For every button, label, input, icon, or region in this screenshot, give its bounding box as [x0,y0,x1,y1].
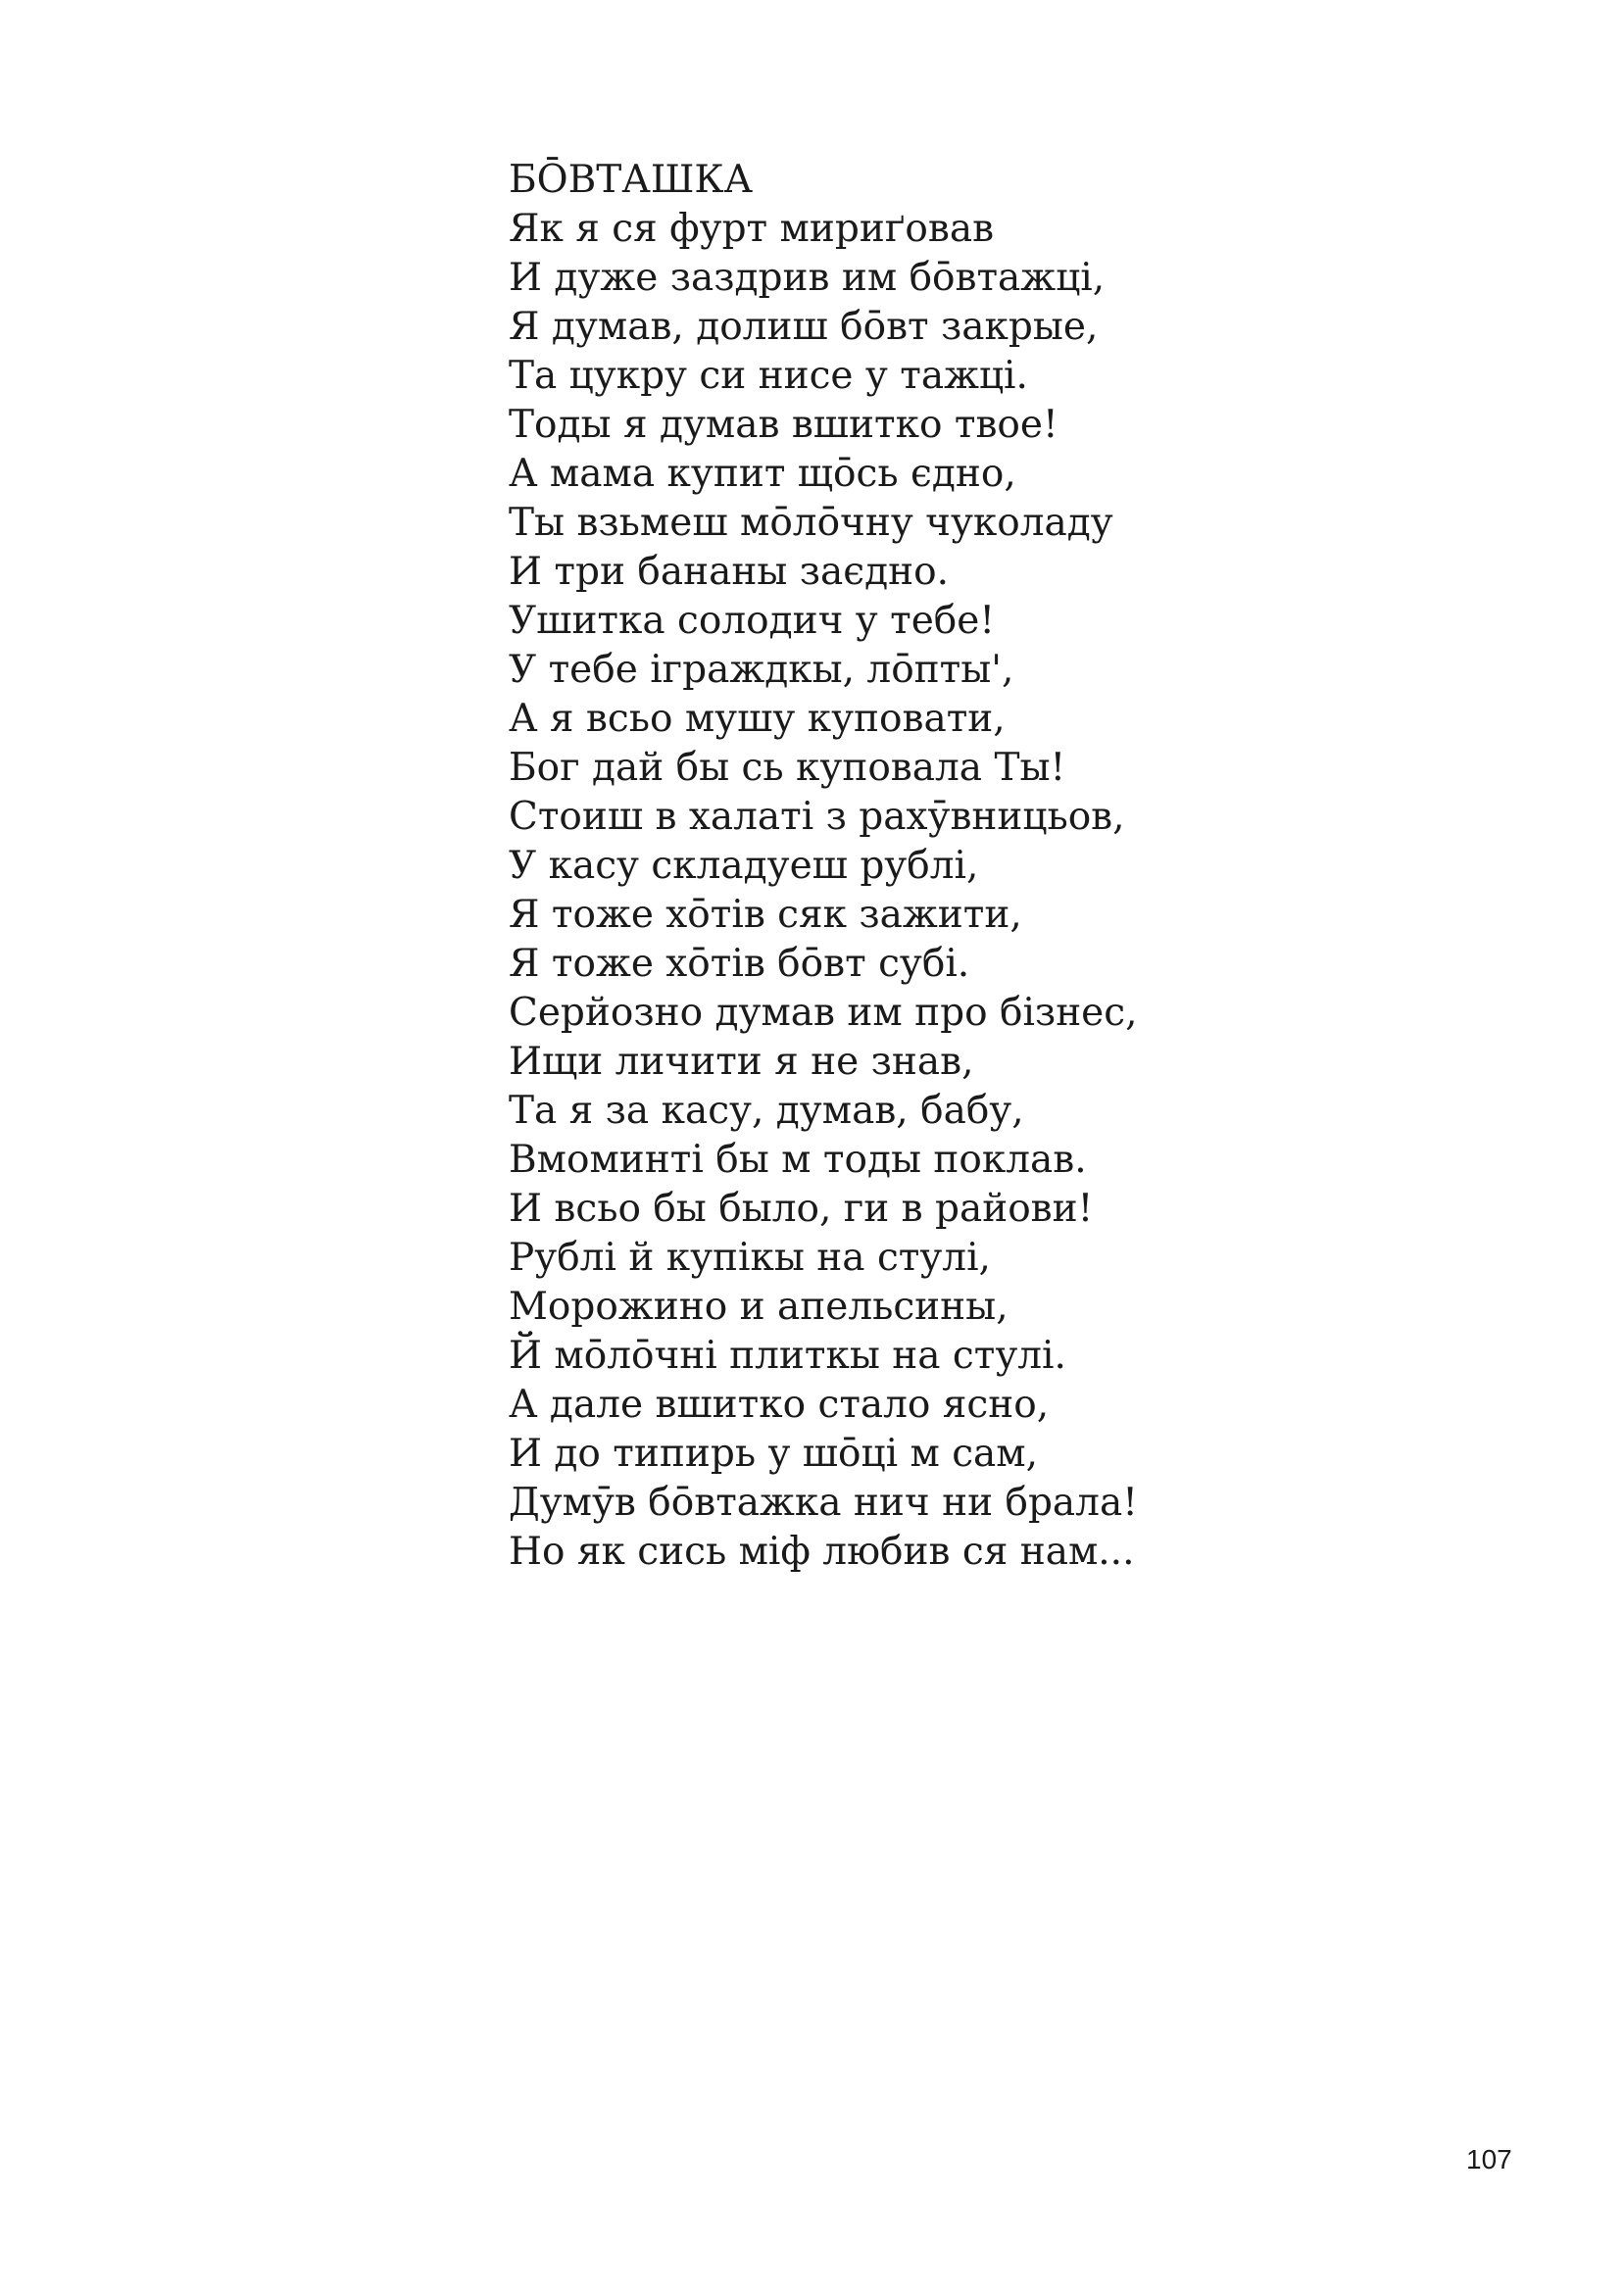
poem-line: Й мōлōчні плиткы на стулі. [509,1334,1066,1378]
poem-line: Як я ся фурт мириґовав [509,207,995,251]
poem-line: Я тоже хōтів бōвт субі. [509,942,970,986]
poem-line: Ищи личити я не знав, [509,1040,974,1084]
poem-line: А дале вшитко стало ясно, [509,1383,1050,1427]
poem-line: Стоиш в халаті з рахӯвницьов, [509,795,1125,839]
poem-line: И всьо бы было, ги в райови! [509,1187,1094,1231]
poem-lines [509,205,1138,1577]
poem-line: У касу складуеш рублі, [509,844,979,888]
poem [509,156,1138,1577]
poem-line: Та цукру си нисе у тажці. [509,354,1028,398]
poem-line: Думӯв бōвтажка нич ни брала! [509,1481,1138,1525]
poem-line: Ушитка солодич у тебе! [509,599,996,643]
poem-line: Тоды я думав вшитко твое! [509,403,1058,447]
poem-line: А я всьо мушу куповати, [509,697,1006,741]
page-number: 107 [1466,2144,1512,2174]
poem-line: Морожино и апельсины, [509,1285,1009,1329]
poem-line: Та я за касу, думав, бабу, [509,1089,1024,1133]
poem-line: А мама купит щōсь єдно, [509,452,1016,496]
poem-line: И до типирь у шōці м сам, [509,1432,1039,1476]
poem-line: И дуже заздрив им бōвтажці, [509,256,1106,300]
poem-line: Я тоже хōтів сяк зажити, [509,893,1022,937]
poem-line: Я думав, долиш бōвт закрые, [509,305,1099,349]
poem-line: Но як сись міф любив ся нам... [509,1530,1135,1574]
poem-line: Серйозно думав им про бізнес, [509,991,1138,1035]
poem-line: Вмоминті бы м тоды поклав. [509,1138,1087,1182]
poem-line: Бог дай бы сь куповала Ты! [509,746,1066,790]
poem-line: Рублі й купікы на стулі, [509,1236,991,1280]
poem-line: У тебе іграждкы, лōпты', [509,648,1014,692]
poem-line: И три бананы заєдно. [509,550,949,594]
poem-line: Ты взьмеш мōлōчну чуколаду [509,501,1113,545]
poem-title: БŌВТАШКА [509,158,754,202]
